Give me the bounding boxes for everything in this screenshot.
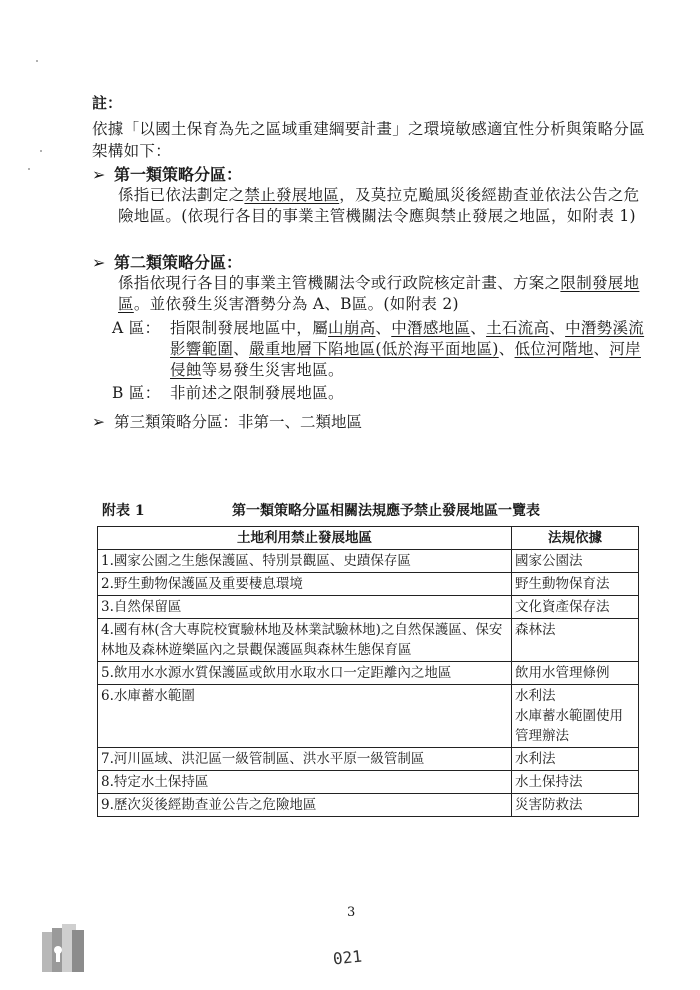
table-row	[98, 794, 639, 817]
table-row	[98, 550, 639, 573]
category-2-title: 第二類策略分區：	[114, 253, 243, 272]
table-row	[98, 748, 639, 771]
category-3	[92, 412, 652, 433]
law-cell: 水利法 水庫蓄水範圍使用管理辦法	[512, 685, 639, 748]
note-label: 註：	[92, 94, 123, 112]
table-row	[98, 596, 639, 619]
area-cell: 2.野生動物保護區及重要棲息環境	[98, 573, 512, 596]
table-row	[98, 685, 639, 748]
table-row	[98, 771, 639, 794]
zone-a-key: A 區：	[112, 319, 161, 337]
law-cell: 飲用水管理條例	[512, 662, 639, 685]
area-cell: 1.國家公園之生態保護區、特別景觀區、史蹟保存區	[98, 550, 512, 573]
zone-b-key: B 區：	[112, 384, 161, 402]
law-cell: 森林法	[512, 619, 639, 662]
area-cell: 6.水庫蓄水範圍	[98, 685, 512, 748]
category-3-title: 第三類策略分區：非第一、二類地區	[114, 413, 363, 431]
table-label: 附表 1	[102, 503, 145, 519]
area-cell: 7.河川區域、洪氾區一級管制區、洪水平原一級管制區	[98, 748, 512, 771]
zone-b-text: 非前述之限制發展地區。	[170, 384, 344, 402]
header-law: 法規依據	[512, 527, 639, 550]
category-1	[92, 164, 652, 227]
law-cell: 災害防救法	[512, 794, 639, 817]
table-row	[98, 573, 639, 596]
archive-logo-icon	[34, 918, 94, 978]
handwritten-number: 021	[332, 946, 363, 969]
arrow-bullet-icon: ➢	[92, 165, 106, 184]
area-cell: 9.歷次災後經勘查並公告之危險地區	[98, 794, 512, 817]
arrow-bullet-icon: ➢	[92, 413, 105, 431]
scan-speck	[28, 168, 30, 170]
law-cell: 水土保持法	[512, 771, 639, 794]
arrow-bullet-icon: ➢	[92, 253, 106, 272]
category-1-title: 第一類策略分區：	[114, 165, 243, 184]
prohibited-area-term: 禁止發展地區	[244, 186, 340, 204]
category-2-body: 係指依現行各目的事業主管機關法令或行政院核定計畫、方案之限制發展地區。並依發生災害潛勢分為 A、B區。(如附表 2)	[118, 274, 640, 313]
zone-a	[112, 318, 647, 381]
zone-b	[112, 383, 647, 404]
law-cell: 水利法	[512, 748, 639, 771]
header-area: 土地利用禁止發展地區	[98, 527, 512, 550]
restricted-area-term: 限制發展地區	[118, 274, 640, 313]
table-title: 第一類策略分區相關法規應予禁止發展地區一覽表	[232, 503, 540, 519]
area-cell: 5.飲用水水源水質保護區或飲用水取水口一定距離內之地區	[98, 662, 512, 685]
scan-speck	[40, 150, 42, 152]
law-cell: 野生動物保育法	[512, 573, 639, 596]
area-cell: 4.國有林(含大專院校實驗林地及林業試驗林地)之自然保護區、保安林地及森林遊樂區內之景觀保護區與森林生態保育區	[98, 619, 512, 662]
prohibited-areas-table	[97, 526, 639, 817]
law-cell: 國家公園法	[512, 550, 639, 573]
category-1-body: 係指已依法劃定之禁止發展地區，及莫拉克颱風災後經勘查並依法公告之危險地區。(依現行各目的事業主管機關法令應與禁止發展之地區，如附表 1)	[118, 186, 640, 225]
scan-speck	[36, 60, 38, 62]
law-cell: 文化資產保存法	[512, 596, 639, 619]
category-2	[92, 252, 652, 315]
table-row	[98, 619, 639, 662]
table-row	[98, 662, 639, 685]
table-header-row	[98, 527, 639, 550]
intro-paragraph: 依據「以國土保育為先之區域重建綱要計畫」之環境敏感適宜性分析與策略分區架構如下：	[92, 120, 646, 160]
area-cell: 8.特定水土保持區	[98, 771, 512, 794]
zone-a-text: 指限制發展地區中，屬山崩高、中潛感地區、土石流高、中潛勢溪流影響範圍、嚴重地層下陷地區(低於海平面地區)、低位河階地、河岸侵蝕等易發生災害地區。	[170, 319, 645, 379]
area-cell: 3.自然保留區	[98, 596, 512, 619]
page-number: 3	[347, 905, 356, 920]
